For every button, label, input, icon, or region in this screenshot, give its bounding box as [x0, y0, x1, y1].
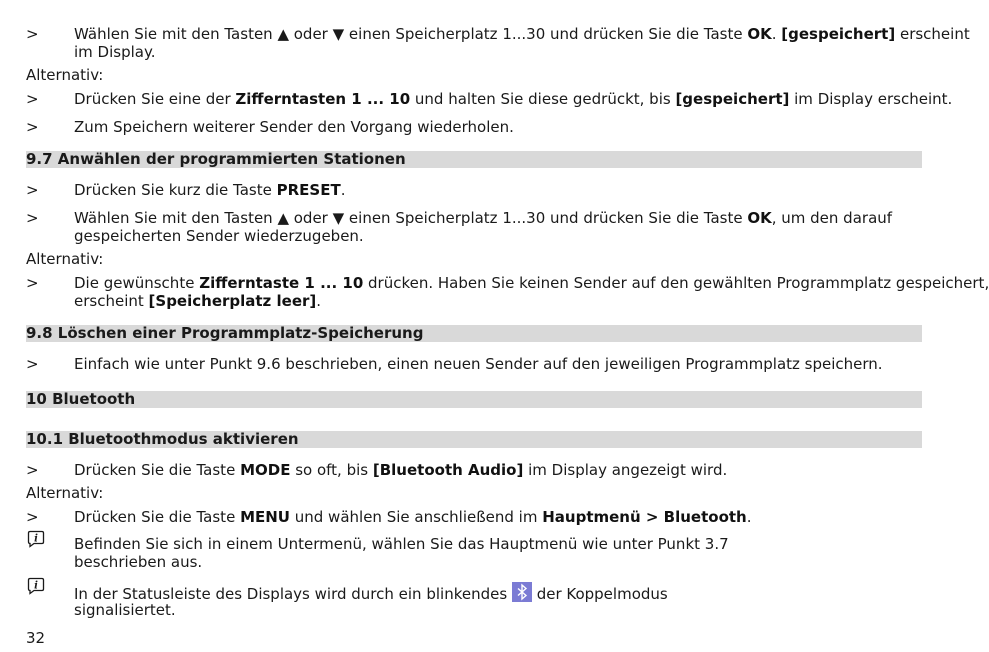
section-heading-10-1: 10.1 Bluetoothmodus aktivieren [26, 431, 922, 448]
section-heading-9-8: 9.8 Löschen einer Programmplatz-Speicherung [26, 325, 922, 342]
bullet-marker: > [26, 274, 39, 292]
info-icon [27, 577, 45, 595]
bullet-marker: > [26, 90, 39, 108]
bullet-marker: > [26, 118, 39, 136]
bullet-marker: > [26, 355, 39, 373]
info-icon [27, 530, 45, 548]
bullet-marker: > [26, 209, 39, 227]
section-heading-9-7: 9.7 Anwählen der programmierten Stationen [26, 151, 922, 168]
bullet-marker: > [26, 508, 39, 526]
page-number: 32 [26, 629, 46, 647]
svg-text:i: i [34, 533, 38, 545]
bullet-marker: > [26, 25, 39, 43]
svg-text:i: i [34, 580, 38, 592]
section-heading-10: 10 Bluetooth [26, 391, 922, 408]
bullet-marker: > [26, 461, 39, 479]
bullet-marker: > [26, 181, 39, 199]
bluetooth-icon [512, 582, 532, 602]
